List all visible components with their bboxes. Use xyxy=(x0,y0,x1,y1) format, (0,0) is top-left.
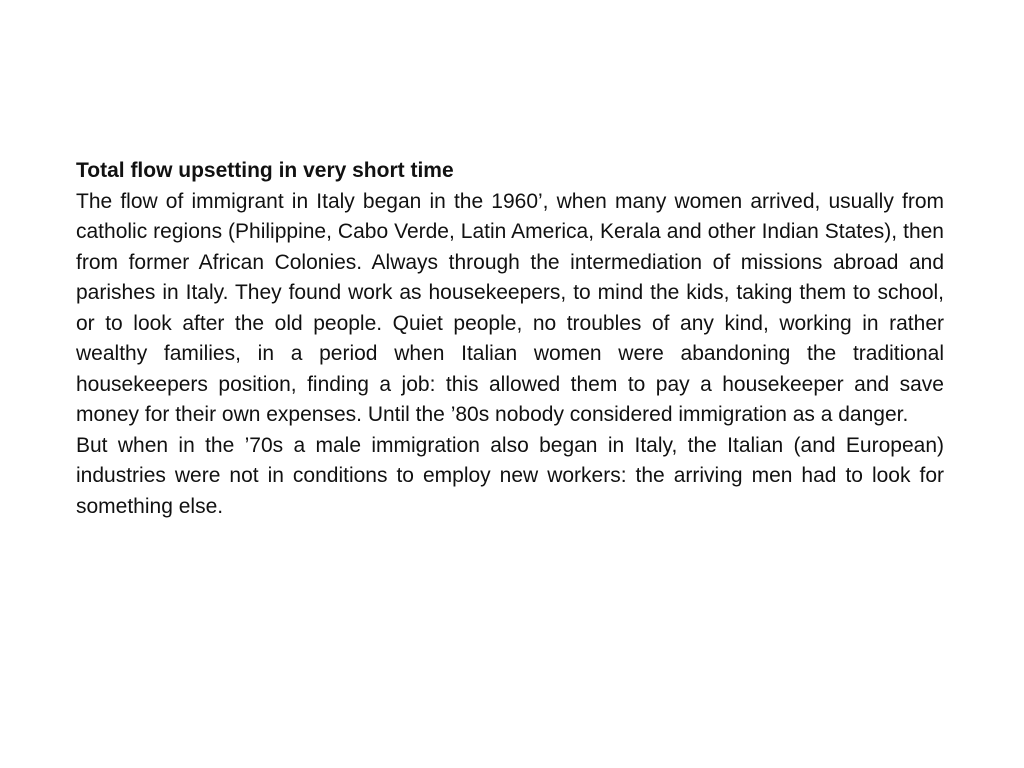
slide-title: Total flow upsetting in very short time xyxy=(76,159,454,182)
text-block xyxy=(76,156,944,522)
paragraph-2: But when in the ’70s a male immigration also began in Italy, the Italian (and European) industries were not in conditions to employ new workers: the arriving men had to look for something else. xyxy=(76,433,944,518)
paragraph-1: The flow of immigrant in Italy began in the 1960’, when many women arrived, usually from catholic regions (Philippine, Cabo Verde, Latin America, Kerala and other Indian States), then from former African Colonies. Always through the intermediation of missions abroad and parishes in Italy. They found work as housekeepers, to mind the kids, taking them to school, or to look after the old people. Quiet people, no troubles of any kind, working in rather wealthy families, in a period when Italian women were abandoning the traditional housekeepers position, finding a job: this allowed them to pay a housekeeper and save money for their own expenses. Until the ’80s nobody considered immigration as a danger. xyxy=(76,189,944,426)
